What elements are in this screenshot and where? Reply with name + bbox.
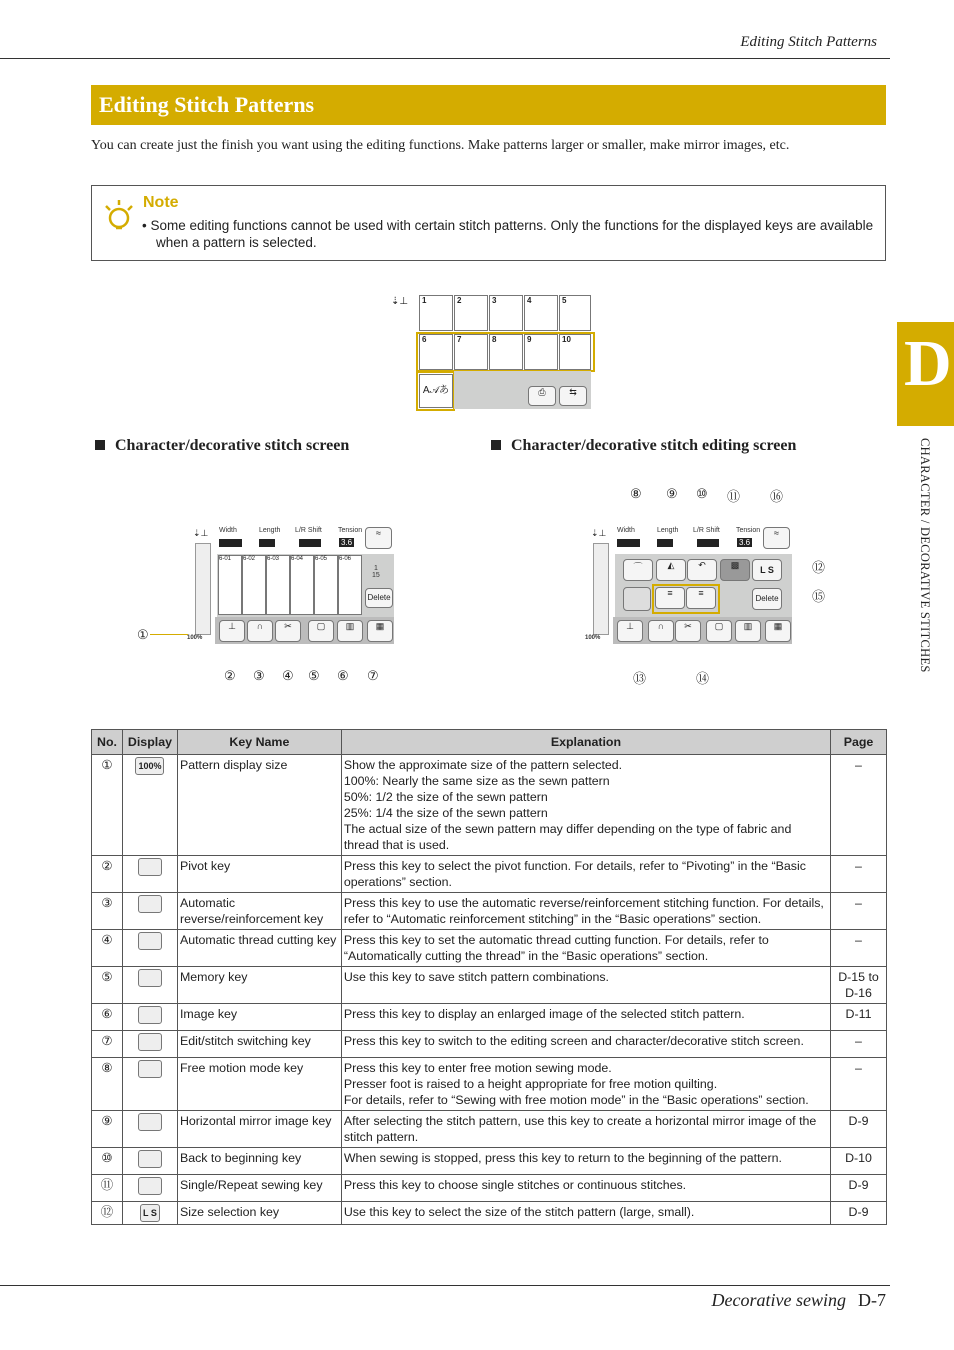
row-number: ④ bbox=[92, 930, 123, 967]
right-heading-text: Character/decorative stitch editing screen bbox=[511, 437, 797, 454]
back-to-beginning-key[interactable]: ↶ bbox=[687, 559, 717, 581]
running-header: Editing Stitch Patterns bbox=[740, 34, 877, 50]
row-display-icon bbox=[122, 1202, 177, 1225]
row-page: D-10 bbox=[831, 1148, 887, 1175]
explanation-line: 100%: Nearly the same size as the sewn pattern bbox=[343, 774, 610, 788]
key-display-icon bbox=[138, 1033, 162, 1051]
table-row bbox=[92, 930, 887, 967]
row-page: – bbox=[831, 755, 887, 856]
callout-3: ③ bbox=[253, 668, 265, 683]
row-number: ⑩ bbox=[92, 1148, 123, 1175]
row-key-name: Size selection key bbox=[177, 1202, 341, 1225]
section-title-bar bbox=[91, 85, 886, 125]
table-body bbox=[92, 755, 887, 1225]
pattern-cell-4[interactable] bbox=[524, 295, 558, 331]
pattern-cell-10[interactable] bbox=[559, 334, 591, 370]
length-value bbox=[657, 539, 673, 547]
row-number: ② bbox=[92, 856, 123, 893]
section-title: Editing Stitch Patterns bbox=[99, 92, 315, 117]
row-explanation bbox=[341, 755, 830, 856]
callout-11: ⑪ bbox=[727, 489, 741, 504]
row-display-icon bbox=[122, 755, 177, 856]
length-label: Length bbox=[259, 527, 281, 534]
density-up-key[interactable]: ≡ bbox=[686, 587, 716, 609]
key-display-icon bbox=[138, 858, 162, 876]
row-number: ⑫ bbox=[92, 1202, 123, 1225]
page-footer bbox=[712, 1290, 886, 1311]
row-number: ⑥ bbox=[92, 1004, 123, 1031]
character-key-label: A𝒜あ bbox=[422, 385, 450, 396]
callout-1: ① bbox=[137, 627, 149, 642]
callout-8: ⑧ bbox=[630, 486, 642, 501]
row-explanation bbox=[341, 930, 830, 967]
stitch-pattern-cell[interactable] bbox=[314, 555, 338, 615]
row-key-name: Edit/stitch switching key bbox=[177, 1031, 341, 1058]
note-text: • Some editing functions cannot be used with certain stitch patterns. Only the functions for the displayed keys are available when a pattern is selected. bbox=[142, 218, 874, 250]
row-display-icon bbox=[122, 1058, 177, 1111]
key-display-icon bbox=[138, 1150, 162, 1168]
row-display-icon bbox=[122, 1148, 177, 1175]
key-display-icon bbox=[138, 969, 162, 987]
key-display-icon bbox=[138, 1177, 162, 1195]
row-page: – bbox=[831, 1058, 887, 1111]
row-explanation bbox=[341, 1004, 830, 1031]
tension-label: Tension bbox=[338, 527, 363, 534]
cell-number: 9 bbox=[527, 335, 532, 344]
key-display-icon: 100% bbox=[135, 757, 164, 775]
size-large-label: L bbox=[760, 565, 766, 575]
explanation-line: Press this key to display an enlarged image of the selected stitch pattern. bbox=[343, 1007, 745, 1021]
foot-icon: ⇣⊥ bbox=[591, 528, 607, 538]
row-explanation bbox=[341, 967, 830, 1004]
row-display-icon bbox=[122, 893, 177, 930]
table-row bbox=[92, 1004, 887, 1031]
row-display-icon bbox=[122, 1031, 177, 1058]
callout-7: ⑦ bbox=[367, 668, 379, 683]
explanation-line: After selecting the stitch pattern, use this key to create a horizontal mirror image of the stitch pattern. bbox=[343, 1114, 817, 1144]
explanation-line: Press this key to switch to the editing screen and character/decorative stitch screen. bbox=[343, 1034, 804, 1048]
pattern-cell-7[interactable] bbox=[454, 334, 488, 370]
row-explanation bbox=[341, 856, 830, 893]
chapter-side-text: CHARACTER / DECORATIVE STITCHES bbox=[918, 438, 932, 673]
blank-key bbox=[623, 587, 651, 611]
tension-value: 3.6 bbox=[341, 538, 353, 547]
explanation-line: For details, refer to “Sewing with free motion mode” in the “Basic operations” section. bbox=[343, 1093, 809, 1107]
stitch-pattern-cell[interactable] bbox=[242, 555, 266, 615]
callout-1-line bbox=[150, 634, 188, 635]
explanation-line: Use this key to save stitch pattern combinations. bbox=[343, 970, 609, 984]
table-row bbox=[92, 1031, 887, 1058]
delete-button[interactable]: Delete bbox=[365, 588, 393, 608]
left-heading-text: Character/decorative stitch screen bbox=[115, 437, 350, 454]
row-page: D-9 bbox=[831, 1202, 887, 1225]
cell-number: 8 bbox=[492, 335, 497, 344]
decorative-stitch-screen bbox=[189, 522, 394, 644]
callout-16: ⑯ bbox=[770, 489, 784, 504]
footer-rule bbox=[0, 1285, 890, 1286]
callout-5: ⑤ bbox=[308, 668, 320, 683]
row-key-name: Automatic reverse/reinforcement key bbox=[177, 893, 341, 930]
callout-4: ④ bbox=[282, 668, 294, 683]
row-key-name: Free motion mode key bbox=[177, 1058, 341, 1111]
explanation-line: Press this key to set the automatic thread cutting function. For details, refer to “Automatically cutting the thread” in the “Basic operations” section. bbox=[343, 933, 769, 963]
length-label: Length bbox=[657, 527, 679, 534]
right-screen-heading bbox=[491, 437, 796, 455]
explanation-line: Press this key to choose single stitches or continuous stitches. bbox=[343, 1178, 687, 1192]
cell-number: 5 bbox=[562, 296, 567, 305]
pivot-key[interactable]: ⊥ bbox=[219, 620, 245, 642]
row-page: – bbox=[831, 930, 887, 967]
explanation-line: Press this key to select the pivot function. For details, refer to “Pivoting” in the “Basic operations” section. bbox=[343, 859, 806, 889]
table-row bbox=[92, 1175, 887, 1202]
col-display: Display bbox=[122, 730, 177, 755]
table-row bbox=[92, 1148, 887, 1175]
width-value bbox=[617, 539, 640, 547]
row-key-name: Pivot key bbox=[177, 856, 341, 893]
pattern-code: 6-01 bbox=[219, 556, 232, 562]
row-display-icon bbox=[122, 967, 177, 1004]
table-row bbox=[92, 967, 887, 1004]
memory-key[interactable]: ▢ bbox=[308, 620, 334, 642]
pattern-cell-3[interactable] bbox=[489, 295, 523, 331]
explanation-line: Presser foot is raised to a height appropriate for free motion quilting. bbox=[343, 1077, 718, 1091]
callout-2: ② bbox=[224, 668, 236, 683]
row-explanation bbox=[341, 1031, 830, 1058]
pattern-code: 6-03 bbox=[267, 556, 280, 562]
chapter-tab bbox=[897, 322, 954, 426]
col-key-name: Key Name bbox=[177, 730, 341, 755]
chapter-letter: D bbox=[904, 327, 952, 400]
length-value bbox=[259, 539, 275, 547]
free-motion-key[interactable]: ⌒ bbox=[623, 559, 653, 581]
edit-switch-key[interactable]: ▦ bbox=[367, 620, 393, 642]
edit-switch-key[interactable]: ▦ bbox=[765, 620, 791, 642]
size-selection-key[interactable] bbox=[752, 559, 782, 581]
character-key[interactable] bbox=[419, 374, 453, 408]
cell-number: 4 bbox=[527, 296, 532, 305]
size-small-label: S bbox=[767, 565, 774, 575]
row-number: ③ bbox=[92, 893, 123, 930]
pattern-cell-6[interactable] bbox=[419, 334, 453, 370]
single-repeat-key[interactable]: ▩ bbox=[720, 559, 750, 581]
pattern-code: 6-02 bbox=[243, 556, 256, 562]
callout-15: ⑮ bbox=[812, 589, 826, 604]
embroidery-connect-icon[interactable]: ⎙ bbox=[528, 386, 556, 406]
row-number: ① bbox=[92, 755, 123, 856]
cell-number: 2 bbox=[457, 296, 462, 305]
page-number: D-7 bbox=[858, 1290, 886, 1310]
explanation-line: 25%: 1/4 the size of the sewn pattern bbox=[343, 806, 548, 820]
pattern-cell-2[interactable] bbox=[454, 295, 488, 331]
cell-number: 10 bbox=[562, 335, 571, 344]
stitch-pattern-cell[interactable] bbox=[218, 555, 242, 615]
key-display-icon bbox=[138, 895, 162, 913]
row-page: – bbox=[831, 1031, 887, 1058]
explanation-line: The actual size of the sewn pattern may differ depending on the type of fabric and thread that is used. bbox=[343, 822, 792, 852]
explanation-line: Press this key to use the automatic reverse/reinforcement stitching function. For details, refer to “Automatic reinforcement stitching” in the “Basic operations” section. bbox=[343, 896, 824, 926]
usb-icon[interactable]: ⇆ bbox=[559, 386, 587, 406]
thread-cut-key[interactable]: ✂ bbox=[275, 620, 301, 642]
row-key-name: Memory key bbox=[177, 967, 341, 1004]
row-display-icon bbox=[122, 930, 177, 967]
row-key-name: Horizontal mirror image key bbox=[177, 1111, 341, 1148]
key-display-icon bbox=[138, 1006, 162, 1024]
row-explanation bbox=[341, 893, 830, 930]
row-explanation bbox=[341, 1111, 830, 1148]
page-counter bbox=[372, 565, 380, 579]
row-key-name: Automatic thread cutting key bbox=[177, 930, 341, 967]
pivot-key[interactable]: ⊥ bbox=[617, 620, 643, 642]
callout-6: ⑥ bbox=[337, 668, 349, 683]
pattern-cell-8[interactable] bbox=[489, 334, 523, 370]
pattern-cell-1[interactable] bbox=[419, 295, 453, 331]
intro-paragraph: You can create just the finish you want using the editing functions. Make patterns larger or smaller, make mirror images, etc. bbox=[91, 138, 790, 153]
pattern-cell-9[interactable] bbox=[524, 334, 558, 370]
explanation-line: 50%: 1/2 the size of the sewn pattern bbox=[343, 790, 548, 804]
row-number: ⑪ bbox=[92, 1175, 123, 1202]
callout-13: ⑬ bbox=[633, 671, 647, 686]
explanation-line: Press this key to enter free motion sewing mode. bbox=[343, 1061, 612, 1075]
foot-icon: ⇣⊥ bbox=[391, 296, 409, 307]
row-display-icon bbox=[122, 1175, 177, 1202]
row-page: D-9 bbox=[831, 1111, 887, 1148]
auto-reverse-key[interactable]: ∩ bbox=[648, 620, 674, 642]
table-row bbox=[92, 1202, 887, 1225]
table-row bbox=[92, 893, 887, 930]
image-key[interactable]: ▥ bbox=[735, 620, 761, 642]
page-number: 1 bbox=[373, 565, 378, 572]
lr-shift-label: L/R Shift bbox=[295, 527, 322, 534]
note-title: Note bbox=[143, 194, 179, 211]
width-label: Width bbox=[219, 527, 237, 534]
row-key-name: Image key bbox=[177, 1004, 341, 1031]
left-screen-heading bbox=[95, 437, 349, 455]
explanation-line: When sewing is stopped, press this key to return to the beginning of the pattern. bbox=[343, 1151, 782, 1165]
decorative-stitch-editing-screen bbox=[587, 522, 792, 644]
row-page: – bbox=[831, 893, 887, 930]
key-reference-table bbox=[91, 729, 887, 1225]
tension-label: Tension bbox=[736, 527, 761, 534]
row-key-name: Single/Repeat sewing key bbox=[177, 1175, 341, 1202]
note-box bbox=[91, 185, 886, 261]
lr-shift-value bbox=[697, 539, 719, 547]
lightbulb-icon bbox=[102, 198, 136, 234]
row-display-icon bbox=[122, 1004, 177, 1031]
row-number: ⑧ bbox=[92, 1058, 123, 1111]
needle-position-panel bbox=[593, 543, 609, 635]
row-explanation bbox=[341, 1175, 830, 1202]
stitch-preview-key[interactable]: ≈ bbox=[763, 527, 790, 549]
stitch-pattern-cell[interactable] bbox=[266, 555, 290, 615]
lr-shift-label: L/R Shift bbox=[693, 527, 720, 534]
explanation-line: Use this key to select the size of the stitch pattern (large, small). bbox=[343, 1205, 695, 1219]
row-number: ⑦ bbox=[92, 1031, 123, 1058]
memory-key[interactable]: ▢ bbox=[706, 620, 732, 642]
mirror-image-key[interactable]: ◭ bbox=[656, 559, 686, 581]
display-size-label: 100% bbox=[187, 635, 203, 641]
callout-14: ⑭ bbox=[696, 671, 710, 686]
key-display-icon bbox=[138, 932, 162, 950]
table-row bbox=[92, 1058, 887, 1111]
thread-cut-key[interactable]: ✂ bbox=[675, 620, 701, 642]
display-size-label: 100% bbox=[585, 635, 601, 641]
row-page: D-15 to D-16 bbox=[831, 967, 887, 1004]
pattern-cell-5[interactable] bbox=[559, 295, 591, 331]
image-key[interactable]: ▥ bbox=[337, 620, 363, 642]
header-rule bbox=[0, 58, 890, 59]
foot-icon: ⇣⊥ bbox=[193, 528, 209, 538]
row-page: D-9 bbox=[831, 1175, 887, 1202]
row-number: ⑤ bbox=[92, 967, 123, 1004]
row-number: ⑨ bbox=[92, 1111, 123, 1148]
callout-12: ⑫ bbox=[812, 560, 826, 575]
width-label: Width bbox=[617, 527, 635, 534]
row-display-icon bbox=[122, 1111, 177, 1148]
key-display-icon bbox=[138, 1060, 162, 1078]
density-down-key[interactable]: ≡ bbox=[655, 587, 685, 609]
delete-button[interactable]: Delete bbox=[752, 588, 782, 610]
callout-9: ⑨ bbox=[666, 486, 678, 501]
footer-section: Decorative sewing bbox=[711, 1290, 846, 1310]
row-explanation bbox=[341, 1058, 830, 1111]
row-key-name: Back to beginning key bbox=[177, 1148, 341, 1175]
stitch-pattern-cell[interactable] bbox=[290, 555, 314, 615]
table-row bbox=[92, 755, 887, 856]
cell-number: 7 bbox=[457, 335, 462, 344]
pattern-code: 6-06 bbox=[339, 556, 352, 562]
auto-reverse-key[interactable]: ∩ bbox=[247, 620, 273, 642]
stitch-select-screen bbox=[391, 292, 591, 409]
lr-shift-value bbox=[299, 539, 321, 547]
width-value bbox=[219, 539, 242, 547]
table-row bbox=[92, 856, 887, 893]
pattern-code: 6-04 bbox=[291, 556, 304, 562]
table-header-row bbox=[92, 730, 887, 755]
stitch-pattern-cell[interactable] bbox=[338, 555, 362, 615]
row-key-name: Pattern display size bbox=[177, 755, 341, 856]
explanation-line: Show the approximate size of the pattern selected. bbox=[343, 758, 623, 772]
stitch-preview-key[interactable]: ≈ bbox=[365, 527, 392, 549]
cell-number: 3 bbox=[492, 296, 497, 305]
pattern-code: 6-05 bbox=[315, 556, 328, 562]
col-page: Page bbox=[831, 730, 887, 755]
key-display-icon bbox=[138, 1113, 162, 1131]
note-text-body: Some editing functions cannot be used with certain stitch patterns. Only the functions for the displayed keys are available when a pattern is selected. bbox=[150, 218, 874, 250]
row-explanation bbox=[341, 1148, 830, 1175]
cell-number: 6 bbox=[422, 335, 427, 344]
row-display-icon bbox=[122, 856, 177, 893]
cell-number: 1 bbox=[422, 296, 427, 305]
callout-10: ⑩ bbox=[696, 486, 708, 501]
row-explanation bbox=[341, 1202, 830, 1225]
page-total: 15 bbox=[372, 572, 380, 579]
col-no: No. bbox=[92, 730, 123, 755]
row-page: D-11 bbox=[831, 1004, 887, 1031]
table-row bbox=[92, 1111, 887, 1148]
row-page: – bbox=[831, 856, 887, 893]
col-explanation: Explanation bbox=[341, 730, 830, 755]
tension-value: 3.6 bbox=[739, 538, 751, 547]
key-display-icon: L S bbox=[140, 1204, 160, 1222]
needle-position-panel bbox=[195, 543, 211, 635]
